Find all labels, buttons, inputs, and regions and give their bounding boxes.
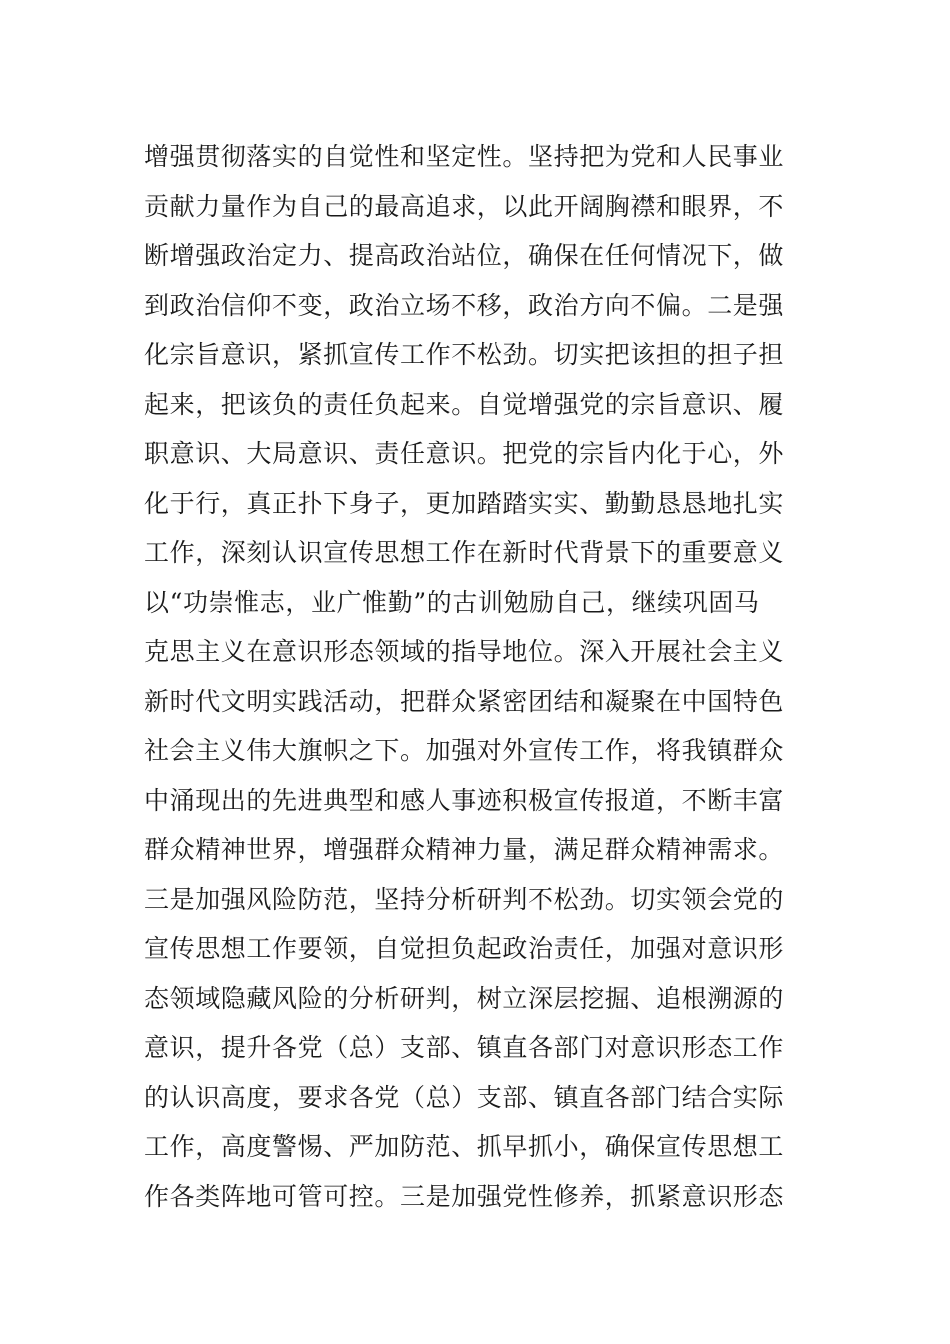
text-line: 克思主义在意识形态领域的指导地位。深入开展社会主义 xyxy=(144,637,785,666)
text-line: 中涌现出的先进典型和感人事迹积极宣传报道，不断丰富 xyxy=(144,785,785,815)
text-line: 断增强政治定力、提高政治站位，确保在任何情况下，做 xyxy=(144,241,785,270)
text-line: 化宗旨意识，紧抓宣传工作不松劲。切实把该担的担子担 xyxy=(144,340,785,369)
text-line: 以“功崇惟志，业广惟勤”的古训勉励自己，继续巩固马 xyxy=(144,587,760,617)
text-line: 的认识高度，要求各党（总）支部、镇直各部门结合实际 xyxy=(144,1082,785,1112)
text-line: 贡献力量作为自己的最高追求，以此开阔胸襟和眼界，不 xyxy=(144,191,785,221)
text-line: 化于行，真正扑下身子，更加踏踏实实、勤勤恳恳地扎实 xyxy=(144,488,785,518)
text-line: 意识，提升各党（总）支部、镇直各部门对意识形态工作 xyxy=(144,1033,785,1062)
text-line: 作各类阵地可管可控。三是加强党性修养，抓紧意识形态 xyxy=(144,1181,785,1211)
text-line: 新时代文明实践活动，把群众紧密团结和凝聚在中国特色 xyxy=(144,686,785,716)
body-text xyxy=(144,132,824,1221)
text-line: 宣传思想工作要领，自觉担负起政治责任，加强对意识形 xyxy=(144,934,785,963)
text-line: 态领域隐藏风险的分析研判，树立深层挖掘、追根溯源的 xyxy=(144,983,785,1013)
text-line: 到政治信仰不变，政治立场不移，政治方向不偏。二是强 xyxy=(144,290,785,320)
text-line: 工作，深刻认识宣传思想工作在新时代背景下的重要意义 xyxy=(144,538,785,567)
text-line: 群众精神世界，增强群众精神力量，满足群众精神需求。 xyxy=(144,835,785,864)
text-line: 工作，高度警惕、严加防范、抓早抓小，确保宣传思想工 xyxy=(144,1132,785,1161)
text-line: 三是加强风险防范，坚持分析研判不松劲。切实领会党的 xyxy=(144,884,785,914)
text-line: 社会主义伟大旗帜之下。加强对外宣传工作，将我镇群众 xyxy=(144,736,785,765)
text-line: 职意识、大局意识、责任意识。把党的宗旨内化于心，外 xyxy=(144,439,785,468)
text-line: 增强贯彻落实的自觉性和坚定性。坚持把为党和人民事业 xyxy=(144,142,785,171)
text-line: 起来，把该负的责任负起来。自觉增强党的宗旨意识、履 xyxy=(144,389,785,419)
